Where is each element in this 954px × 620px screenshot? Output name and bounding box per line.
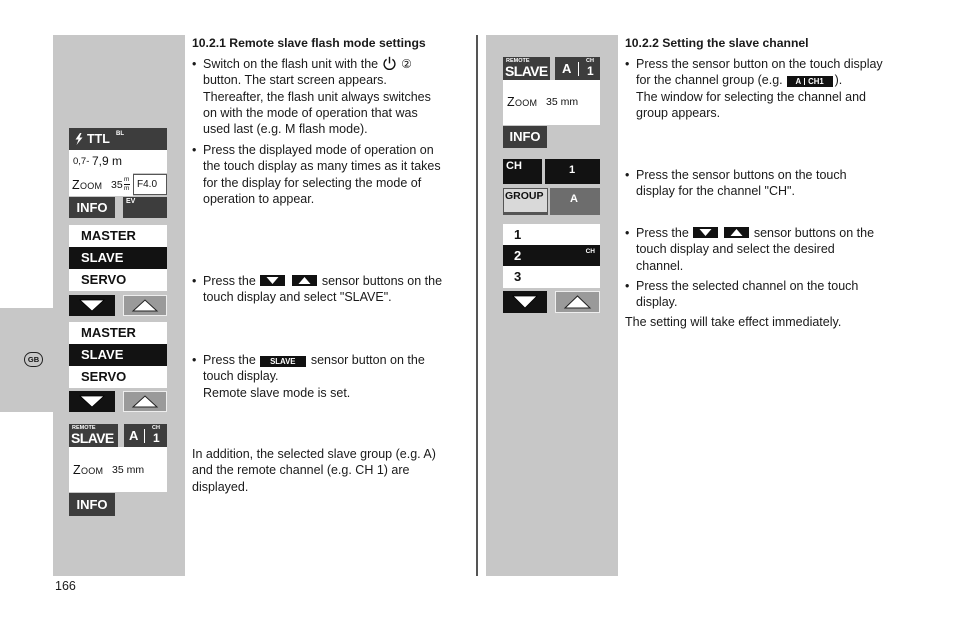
mode-label: TTL [87,132,110,146]
range-max: 7,9 m [92,154,123,168]
channel-row-value-text: 1 [569,164,576,176]
step-text: operation to appear. [203,191,315,206]
channel-item: 1 [503,224,600,245]
step-text: Press the [203,274,256,288]
channel-item-label: 2 [514,248,522,263]
menu-item-slave: SLAVE [69,344,167,366]
step-text: Press the [636,226,689,240]
selected-channel-marker: CH [585,248,595,255]
remote-slave-badge [503,57,550,80]
step-text: touch display. [203,369,279,384]
scroll-up-button [123,391,167,412]
zoom-readout [69,173,133,196]
remote-slave-badge [69,424,118,447]
range-min: 0,7- [73,156,90,167]
arrow-up-icon [124,392,166,411]
step-text: button. The start screen appears. [203,73,387,88]
group-row-label [503,188,548,215]
step-text: channel. [636,258,684,273]
remote-slave-screen [503,57,600,148]
group-row-value-text: A [570,193,578,205]
zoom-value: 35 mm [546,96,579,108]
note-text: In addition, the selected slave group (e.g. A) [192,447,436,461]
step-text: The window for selecting the channel and [636,89,867,104]
step-press-ch [625,167,847,200]
remote-label: REMOTE [506,58,530,64]
bullet: • [192,143,197,157]
scroll-up-button [123,295,167,316]
bullet: • [192,57,197,71]
scroll-down-button [503,291,547,313]
badge-channel: CH1 [808,77,824,87]
column-divider [476,35,478,576]
step-text: Remote slave mode is set. [203,385,351,400]
bullet: • [625,168,630,182]
slave-label: SLAVE [71,430,114,446]
scroll-down-button [69,295,115,316]
zoom-label: ZOOM [507,95,538,109]
step-press-selected [625,278,858,311]
badge-divider [804,78,805,85]
note-text: The setting will take effect immediately. [625,315,842,329]
step-text: for the channel group (e.g. [636,73,783,88]
group-channel-badge [787,76,833,87]
step-text: Press the [203,353,256,367]
badge-divider [144,429,145,443]
step-select-channel [625,225,874,274]
step-text: used last (e.g. M flash mode). [203,122,368,136]
note-text: and the remote channel (e.g. CH 1) are [192,463,410,478]
arrow-down-icon [69,295,115,316]
menu-item-slave: SLAVE [69,247,167,269]
bullet: • [192,274,197,288]
step-select-slave [192,273,442,306]
step-text: Press the selected channel on the touch [636,279,859,293]
step-text: Press the sensor button on the touch display [636,57,883,71]
ev-button [123,197,167,218]
zoom-readout [69,447,167,492]
channel-label: CH [586,58,594,64]
slave-button-badge: SLAVE [260,356,306,367]
scroll-up-button [555,291,600,313]
step-text: on with the mode of operation that was [203,105,418,120]
channel-group-selector [503,159,600,215]
step-text: Switch on the flash unit with the [203,57,379,71]
zoom-label: ZOOM [72,178,103,192]
arrow-up-icon [124,296,166,315]
step-press-slave [192,352,425,401]
channel-item [503,245,600,266]
section-heading: 10.2.1 Remote slave flash mode settings [192,36,426,50]
zoom-value: 35 [111,179,123,191]
group-row-value [550,188,600,215]
arrow-down-icon [503,291,547,313]
flash-icon [74,133,84,145]
group-row-label-text: GROUP [505,190,544,202]
channel-row-value [545,159,600,184]
ev-label: EV [126,198,136,205]
language-tab [0,308,53,412]
aperture-value: F4.0 [137,179,158,190]
page-number: 166 [55,579,76,593]
bullet: • [625,279,630,293]
mode-bar [69,128,167,150]
menu-item-servo: SERVO [69,269,167,291]
group-channel-badge [124,424,167,447]
group-value: A [562,61,572,76]
range-readout [69,150,167,173]
group-channel-badge [555,57,600,80]
step-text: touch display and select "SLAVE". [203,290,392,305]
aperture-box [133,174,167,195]
section-heading: 10.2.2 Setting the slave channel [625,36,809,50]
reference-number: ② [401,57,412,71]
mode-superscript: BL [116,131,124,137]
channel-value: 1 [153,431,160,445]
step-text: sensor button on the [310,353,425,367]
step-press-group [625,56,883,121]
channel-list [503,224,600,313]
slave-label: SLAVE [505,63,548,79]
arrow-down-icon [69,391,115,412]
arrow-down-icon [693,227,718,238]
channel-row-label-text: CH [506,160,522,172]
channel-label: CH [152,425,160,431]
zoom-unit-top: m [124,176,130,183]
step-text: sensor buttons on the [753,226,875,240]
menu-item-master: MASTER [69,322,167,344]
zoom-readout [503,80,600,125]
mode-menu [69,322,167,412]
step-text: group appears. [636,105,721,120]
group-value: A [129,428,139,443]
step-text: display for the channel "CH". [636,184,795,199]
power-icon [382,56,397,71]
info-button: INFO [69,197,115,218]
note-paragraph [192,446,436,495]
step-text: touch display and select the desired [636,242,835,257]
bullet: • [192,353,197,367]
note-paragraph [625,314,841,330]
arrow-up-icon [556,292,599,312]
language-badge: GB [24,352,43,367]
arrow-up-icon [724,227,749,238]
zoom-label: ZOOM [73,463,104,477]
remote-slave-screen [69,424,167,516]
channel-item: 3 [503,266,600,288]
step-switch-on [192,56,431,137]
remote-label: REMOTE [72,425,96,431]
step-text: Press the displayed mode of operation on [203,143,434,157]
step-text: sensor buttons on the [321,274,443,288]
channel-row-label [503,159,542,184]
step-text: ). [834,73,843,88]
step-press-mode [192,142,441,207]
start-screen [69,128,167,218]
badge-divider [578,62,579,76]
scroll-down-button [69,391,115,412]
mode-menu [69,225,167,316]
step-text: the touch display as many times as it takes [203,159,441,174]
bullet: • [625,57,630,71]
channel-value: 1 [587,64,594,78]
note-text: displayed. [192,479,249,494]
step-text: display. [636,295,678,310]
menu-item-servo: SERVO [69,366,167,388]
step-text: Thereafter, the flash unit always switches [203,89,431,104]
arrow-up-icon [292,275,317,286]
zoom-value: 35 mm [112,464,145,476]
step-text: for the display for selecting the mode of [203,175,422,190]
bullet: • [625,226,630,240]
badge-group: A [795,77,802,87]
menu-item-master: MASTER [69,225,167,247]
step-text: Press the sensor buttons on the touch [636,168,847,182]
zoom-unit-bottom: m [124,185,130,192]
arrow-down-icon [260,275,285,286]
info-button: INFO [69,493,115,516]
info-button: INFO [503,126,547,148]
